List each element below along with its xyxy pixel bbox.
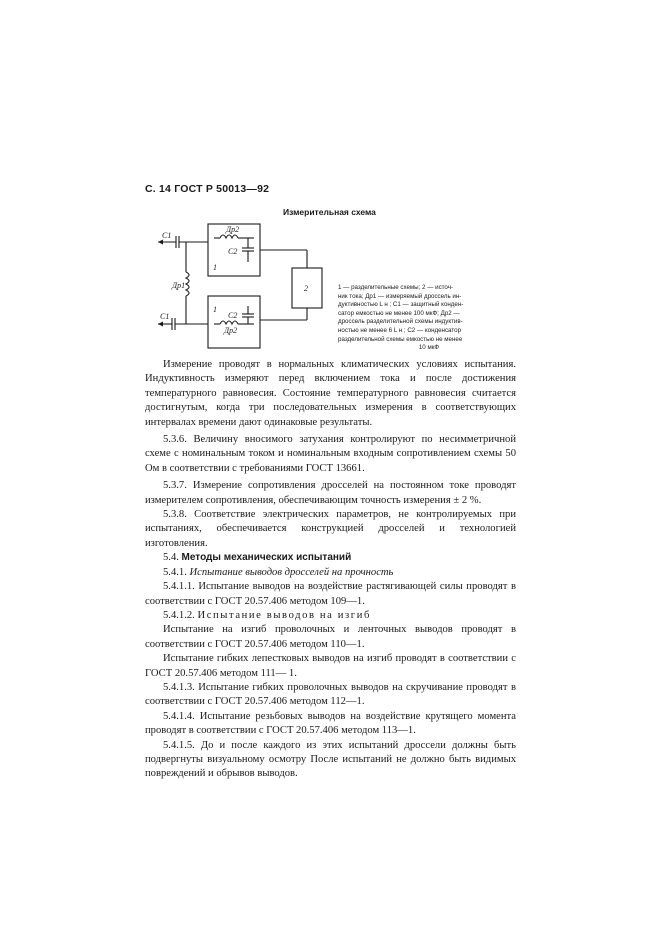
section-title: Методы механических испытаний	[181, 552, 352, 564]
figure-title: Измерительная схема	[283, 207, 376, 217]
paragraph: 5.3.8. Соответствие электрических параметров, не контролируемых при испытаниях, обеспечивается конструкцией дросселей и технологией изготовления.	[145, 509, 516, 549]
paragraph: 5.4.1.4. Испытание резьбовых выводов на воздействие крутящего момента проводят в соответствии с ГОСТ 20.57.406 методом 113—1.	[145, 710, 516, 737]
dr2-bottom-label: Др2	[224, 326, 238, 335]
legend-line: ник тока; Др1 — измеряемый дроссель ин-	[338, 292, 462, 300]
block1-top-label: 1	[213, 263, 217, 272]
paragraph: Измерение проводят в нормальных климатических условиях испытания. Индуктивность измеряют перед включением тока и после достижения температурного равновесия. Состояние температурного равновесия считается достигнутым, когда три последовательных измерения в соответствующих интервалах времени дают одинаковые результаты.	[145, 359, 516, 428]
legend-line: ностью не менее 6 L н ; C2 — конденсатор	[338, 326, 462, 334]
measurement-circuit-diagram	[148, 220, 338, 350]
paragraph: 5.4.1.1. Испытание выводов на воздействие растягивающей силы проводят в соответствии с ГОСТ 20.57.406 методом 109—1.	[145, 581, 516, 607]
c1-bottom-label: C1	[160, 312, 170, 321]
subsection-number: 5.4.1.2.	[163, 609, 195, 621]
body-text	[145, 358, 516, 782]
c1-top-label: C1	[162, 231, 172, 240]
legend-line: дуктивностью L н ; C1 — защитный конден-	[338, 301, 464, 309]
paragraph: Испытание на изгиб проволочных и ленточных выводов проводят в соответствии с ГОСТ 20.57.406 методом 110—1.	[145, 624, 516, 650]
section-number: 5.4.	[163, 552, 179, 564]
block2-label: 2	[304, 284, 308, 293]
legend-line: 1 — разделительные схемы; 2 — источ-	[338, 284, 454, 291]
legend-line: дроссель разделительной схемы индуктив-	[338, 318, 463, 326]
subsection-heading	[145, 566, 516, 580]
subsection-heading	[145, 609, 516, 623]
section-heading	[145, 551, 516, 565]
subsection-number: 5.4.1.	[163, 566, 187, 578]
c2-top-label: C2	[228, 247, 238, 256]
page-header: С. 14 ГОСТ Р 50013—92	[145, 183, 270, 195]
subsection-title: Испытание выводов дросселей на прочность	[189, 566, 394, 578]
c2-bottom-label: C2	[228, 311, 238, 320]
dr1-label: Др1	[172, 281, 186, 290]
dr2-top-label: Др2	[226, 225, 240, 234]
legend-line: 10 мкФ	[418, 344, 440, 352]
paragraph: Испытание гибких лепестковых выводов на изгиб проводят в соответствии с ГОСТ 20.57.406 методом 111— 1.	[145, 653, 516, 679]
subsection-title: Испытание выводов на изгиб	[197, 609, 371, 621]
paragraph: 5.3.7. Измерение сопротивления дросселей на постоянном токе проводят измерителем сопротивления, обеспечивающим точность измерения ± 2 %.	[145, 480, 516, 506]
paragraph: 5.3.6. Величину вносимого затухания контролируют по несимметричной схеме с номинальным током и номинальным входным сопротивлением схемы 50 Ом в соответствии с требованиями ГОСТ 13661.	[145, 434, 516, 474]
figure-legend	[338, 284, 520, 353]
legend-line: разделительной схемы емкостью не менее	[338, 335, 463, 343]
paragraph: 5.4.1.5. До и после каждого из этих испытаний дроссели должны быть подвергнуты визуальному осмотру После испытаний не должно быть видимых повреждений и обрывов выводов.	[145, 739, 516, 780]
block1-bottom-label: 1	[213, 305, 217, 314]
paragraph: 5.4.1.3. Испытание гибких проволочных выводов на скручивание проводят в соответствии с ГОСТ 20.57.406 методом 112—1.	[145, 681, 516, 708]
legend-line: сатор емкостью не менее 100 мкФ; Др2 —	[338, 309, 460, 317]
